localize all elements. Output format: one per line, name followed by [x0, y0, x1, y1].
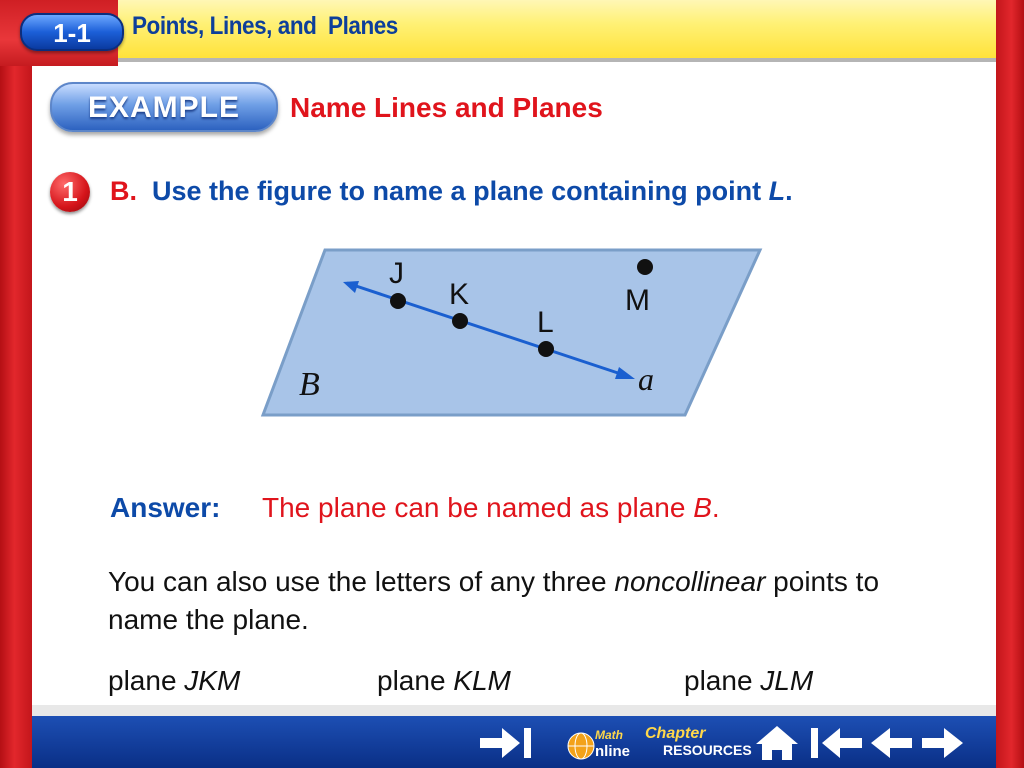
lesson-number-badge: [20, 13, 124, 51]
chapter-label: Chapter: [645, 725, 706, 742]
question-prefix: Use the figure to name a plane containing point: [152, 176, 769, 206]
answer-label: Answer:: [110, 492, 221, 523]
step-number: 1: [62, 176, 78, 207]
plane-name-prefix: plane: [377, 665, 454, 696]
note-text: [108, 563, 948, 639]
example-badge-label: EXAMPLE: [87, 91, 241, 124]
plane-name-prefix: plane: [684, 665, 761, 696]
question-suffix: .: [785, 176, 793, 206]
answer-plane: B: [693, 492, 712, 523]
skip-to-end-button[interactable]: [478, 724, 536, 762]
label-plane-b: B: [299, 366, 320, 403]
answer-text-prefix: The plane can be named as plane: [262, 492, 694, 523]
chapter-resources-button[interactable]: [645, 726, 752, 758]
label-l: L: [537, 306, 554, 339]
resources-label: RESOURCES: [663, 742, 752, 758]
label-line-a: a: [638, 361, 654, 397]
globe-icon: [565, 724, 635, 762]
right-border: [996, 0, 1024, 768]
plane-name-value: JKM: [184, 665, 241, 696]
footer-divider: [32, 705, 996, 716]
plane-name-value: JLM: [760, 665, 814, 696]
label-m: M: [625, 284, 650, 317]
arrow-right-icon: [922, 728, 963, 758]
previous-button[interactable]: [868, 724, 914, 762]
label-j: J: [389, 257, 404, 290]
math-online-label-2: nline: [595, 743, 631, 760]
lesson-title: Points, Lines, and Planes: [132, 12, 398, 40]
arrow-left-icon: [871, 728, 912, 758]
note-suffix: points to name the plane.: [108, 566, 880, 635]
plane-figure: [255, 245, 765, 421]
point-m: [637, 259, 653, 275]
math-online-label-1: Math: [595, 728, 623, 742]
plane-name-2: [377, 665, 511, 697]
skip-to-start-icon: [811, 728, 862, 758]
plane-name-value: KLM: [453, 665, 511, 696]
point-j: [390, 293, 406, 309]
step-badge: [50, 172, 90, 212]
question-point: L: [768, 176, 786, 206]
plane-name-prefix: plane: [108, 665, 185, 696]
plane-shape: [263, 250, 760, 415]
plane-name-1: [108, 665, 240, 697]
skip-to-start-button[interactable]: [808, 724, 864, 762]
plane-name-3: [684, 665, 813, 697]
answer-text: [262, 492, 720, 524]
header-bar: [118, 0, 996, 62]
note-prefix: You can also use the letters of any three: [108, 566, 615, 597]
lesson-number: 1-1: [53, 18, 91, 48]
point-k: [452, 313, 468, 329]
note-emphasis: noncollinear: [614, 566, 766, 597]
question: [152, 176, 793, 207]
left-border: [0, 0, 32, 768]
part-label: B.: [110, 176, 137, 206]
math-online-button[interactable]: [565, 724, 635, 762]
example-badge: [50, 82, 278, 132]
example-title: Name Lines and Planes: [290, 92, 603, 123]
home-button[interactable]: [752, 724, 802, 762]
skip-to-end-icon: [480, 728, 531, 758]
home-icon: [756, 726, 798, 760]
point-l: [538, 341, 554, 357]
answer-text-suffix: .: [711, 492, 720, 523]
next-button[interactable]: [920, 724, 966, 762]
label-k: K: [449, 278, 470, 311]
